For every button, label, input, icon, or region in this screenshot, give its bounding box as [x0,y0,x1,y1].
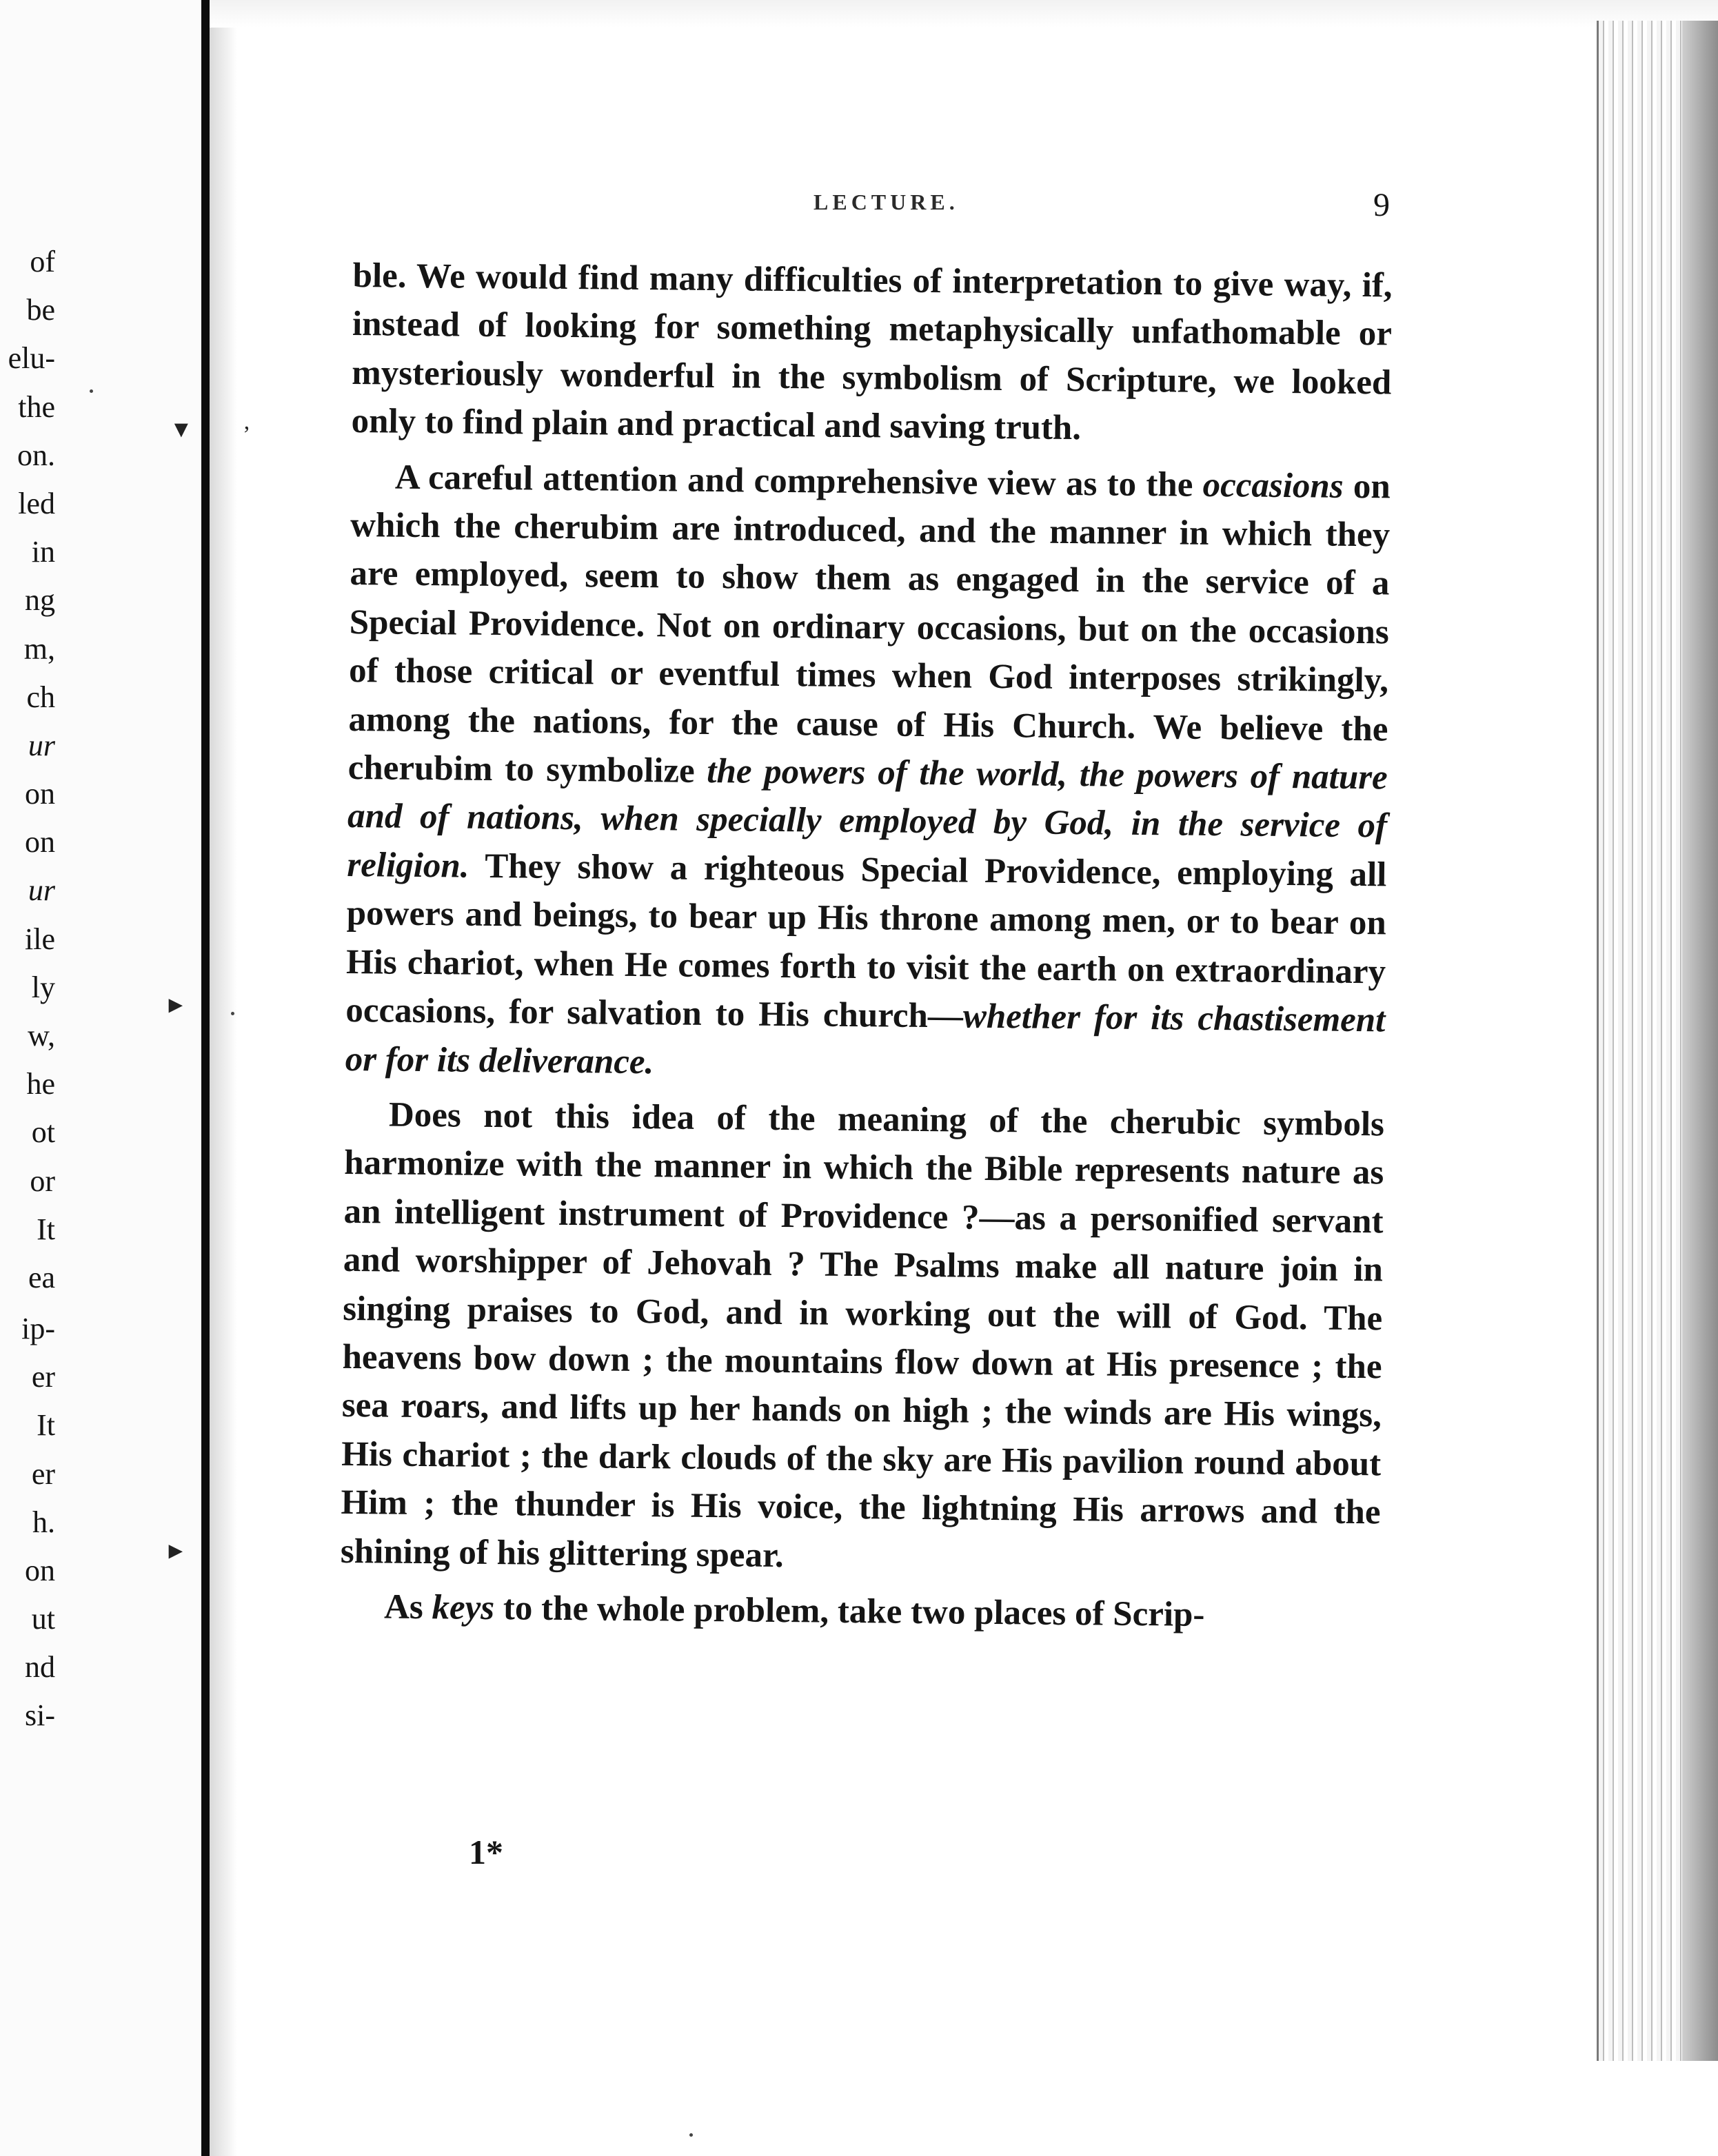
top-page-shadow [210,0,1718,28]
left-fragment: ip- [21,1311,55,1345]
left-facing-page [0,0,201,2156]
left-fragment: ur [28,873,55,908]
left-fragment: ile [25,922,55,956]
left-page-text-fragments [0,238,55,1740]
left-fragment: led [18,486,55,520]
paragraph-2-emphasis: occasions [1202,465,1344,506]
page-edge-shadow [1682,21,1718,2061]
left-fragment: ng [25,583,55,618]
page-number: 9 [1373,187,1390,223]
paragraph-1: ble. We would find many difficulties of interpretation to give way, if, instead of looking for something metaphysically unfathomable or mysteriously wonderful in the symbolism of Scripture, we looked only to find plain and practical and saving truth. [351,256,1393,448]
binding-thread-mark: ► [164,1538,188,1564]
left-fragment: on [25,777,55,811]
paragraph-2 [345,453,1391,1094]
paragraph-4 [340,1583,1380,1641]
paragraph-3: Does not this idea of the meaning of the cherubic symbols harmonize with the manner in which the Bible represents nature as an intelligent instrument of Providence ?—as a personified servant and worshipper of Jehovah ? The Psalms make all nature join in singing praises to God, and in working out the will of God. The heavens bow down ; the mountains flow down at His presence ; the sea roars, and lifts up her hands on high ; the winds are His wings, His chariot ; the dark clouds of the sky are His pavilion round about Him ; the thunder is His voice, the lightning His arrows and the shining of his glittering spear. [340,1095,1385,1575]
left-fragment: the [18,389,55,424]
left-fragment: of [30,245,55,278]
signature-mark: 1* [469,1833,503,1871]
left-fragment: ch [26,680,55,714]
left-fragment: er [31,1456,55,1491]
left-fragment: ot [31,1115,55,1150]
paragraph-2-text: A careful attention and comprehensive view as to the [394,458,1203,505]
left-fragment: ea [28,1260,55,1294]
paragraph-2-emphasis: whether for its chastisement or for its deliverance. [345,997,1386,1081]
left-fragment: or [30,1163,55,1198]
scan-speck [231,1012,234,1015]
left-fragment: si- [25,1698,55,1733]
main-text-column [340,252,1393,1641]
left-fragment: w, [28,1019,55,1052]
left-fragment: It [37,1408,55,1443]
left-fragment: er [31,1360,55,1394]
paragraph-4-text: As [383,1587,432,1627]
binding-thread-mark: ’ [243,422,251,447]
left-fragment: be [26,293,55,327]
scan-speck [90,389,93,393]
binding-thread-mark: ► [164,993,188,1018]
running-header: LECTURE. [813,190,959,214]
left-fragment: nd [25,1650,55,1685]
left-fragment: on. [17,438,55,472]
paragraph-2-text: on which the cherubim are introduced, and the manner in which they are employed, seem to show them as engaged in the service of a Special Providence. Not on ordinary occasions, but on the occasions of those critical or eventful times when God interposes strikingly, among the nations, for the cause of His Church. We believe the cherubim to symbolize [347,467,1391,791]
left-fragment: ur [28,728,55,762]
gutter-shadow [210,0,237,2156]
paragraph-4-text: to the whole problem, take two places of Scrip- [494,1589,1205,1634]
book-gutter [201,0,210,2156]
left-fragment: h. [32,1505,55,1539]
left-fragment: in [31,535,55,569]
paragraph-4-emphasis: keys [432,1588,495,1628]
scan-speck [689,2133,693,2137]
paragraph-2-emphasis: the powers of the world, the powers of nature and of nations, when specially employed by God, in the service of religion. [347,752,1388,886]
left-fragment: he [26,1067,55,1101]
left-fragment: m, [23,631,55,666]
paragraph-2-text: They show a righteous Special Providence, employing all powers and beings, to bear up His throne among men, or to bear on His chariot, when He comes forth to visit the earth on extraordinary occasions, for salvation to His church— [345,846,1387,1036]
left-fragment: ut [31,1602,55,1636]
left-fragment: It [37,1212,55,1246]
left-fragment: ly [31,970,55,1004]
left-fragment: on [25,825,55,860]
left-fragment: elu- [8,341,55,376]
left-fragment: on [25,1553,55,1587]
binding-thread-mark: ▼ [170,417,193,443]
